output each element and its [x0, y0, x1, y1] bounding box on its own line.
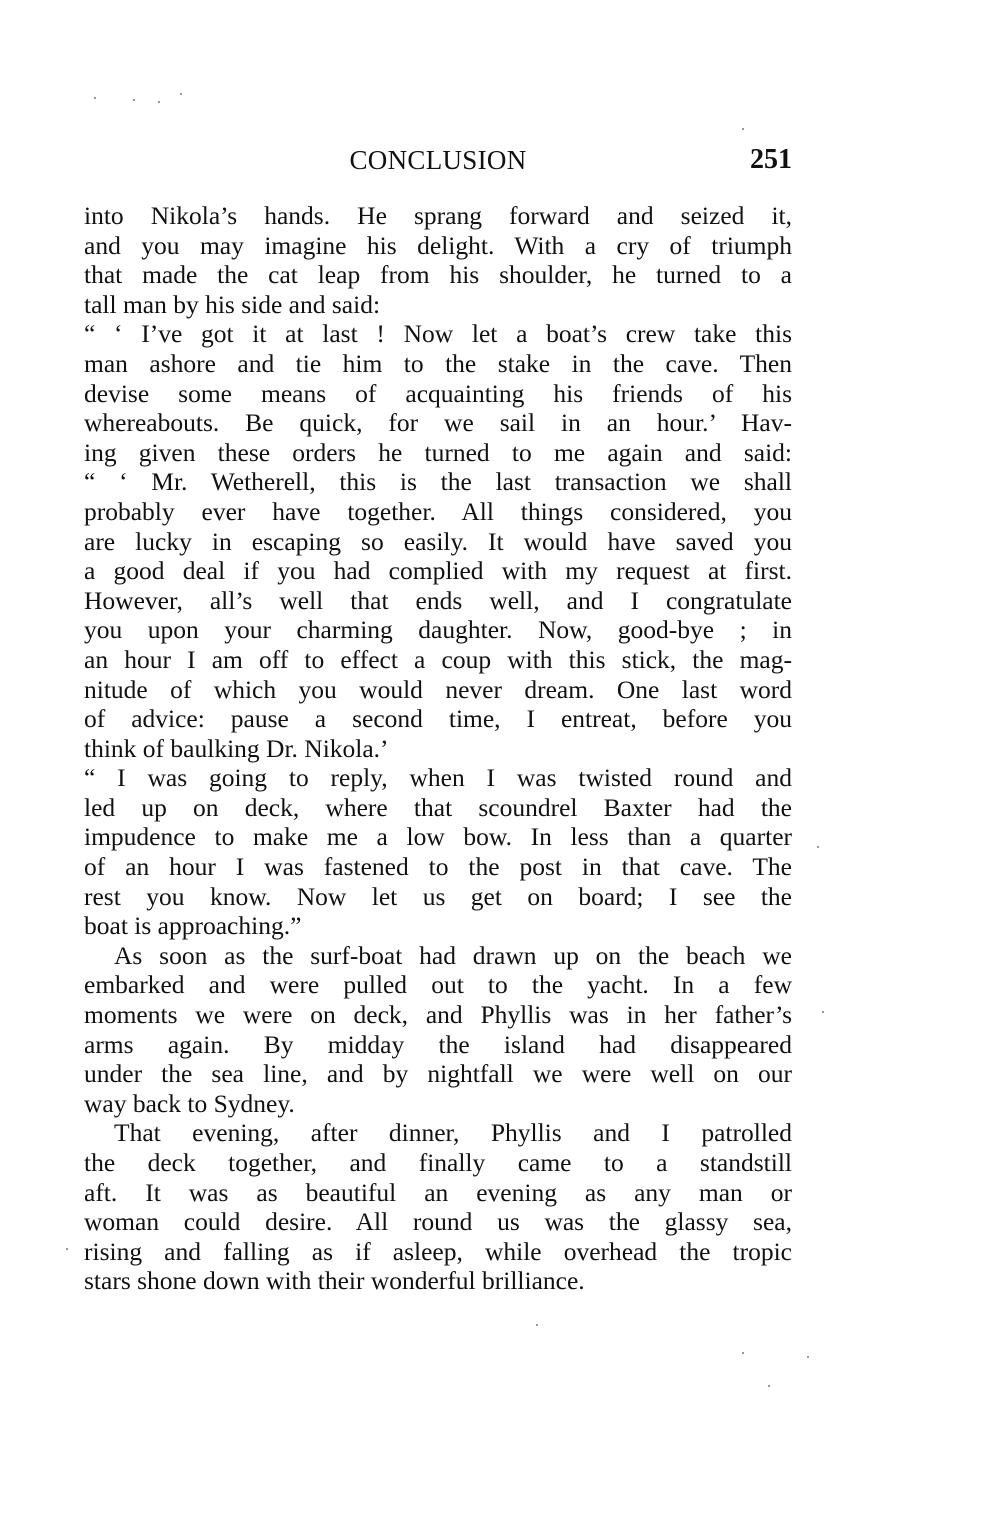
text-line: “ ‘ I’ve got it at last ! Now let a boat’s crew take this: [84, 319, 792, 349]
text-line: man ashore and tie him to the stake in the cave. Then: [84, 348, 792, 378]
chapter-title: CONCLUSION: [349, 145, 527, 175]
text-line: the deck together, and finally came to a standstill: [84, 1148, 792, 1177]
text-line: “ ‘ Mr. Wetherell, this is the last transaction we shall: [84, 467, 792, 497]
text-line: “ I was going to reply, when I was twisted round and: [84, 763, 792, 793]
text-line: under the sea line, and by nightfall we were well on our: [84, 1059, 792, 1089]
text-line: probably ever have together. All things considered, you: [84, 496, 792, 526]
text-line: boat is approaching.”: [84, 911, 302, 941]
text-line: way back to Sydney.: [84, 1088, 295, 1118]
text-line: ing given these orders he turned to me again and said:: [84, 437, 792, 467]
text-line: tall man by his side and said:: [84, 289, 381, 319]
body-text: [84, 201, 792, 1296]
text-line: moments we were on deck, and Phyllis was in her father’s: [84, 1000, 792, 1030]
text-line: you upon your charming daughter. Now, good-bye ; in: [84, 615, 792, 645]
text-line: aft. It was as beautiful an evening as any man or: [84, 1177, 792, 1207]
text-line: However, all’s well that ends well, and I congratulate: [84, 585, 792, 615]
page-number: 251: [750, 144, 792, 175]
text-line: stars shone down with their wonderful brilliance.: [84, 1266, 585, 1296]
text-line: That evening, after dinner, Phyllis and I patrolled: [114, 1118, 792, 1148]
text-line: a good deal if you had complied with my request at first.: [84, 556, 792, 586]
text-line: As soon as the surf-boat had drawn up on the beach we: [114, 940, 792, 970]
text-line: that made the cat leap from his shoulder, he turned to a: [84, 260, 792, 290]
text-line: of an hour I was fastened to the post in that cave. The: [84, 852, 792, 882]
running-head: [84, 142, 792, 182]
text-line: woman could desire. All round us was the glassy sea,: [84, 1207, 792, 1237]
text-line: devise some means of acquainting his friends of his: [84, 378, 792, 408]
text-line: led up on deck, where that scoundrel Baxter had the: [84, 792, 792, 822]
text-line: embarked and were pulled out to the yacht. In a few: [84, 970, 792, 1000]
text-line: and you may imagine his delight. With a cry of triumph: [84, 230, 792, 260]
text-line: of advice: pause a second time, I entreat, before you: [84, 704, 792, 734]
text-line: into Nikola’s hands. He sprang forward and seized it,: [84, 201, 792, 230]
text-line: an hour I am off to effect a coup with this stick, the mag-: [84, 644, 792, 674]
text-line: are lucky in escaping so easily. It would have saved you: [84, 526, 792, 556]
text-line: rising and falling as if asleep, while overhead the tropic: [84, 1236, 792, 1266]
text-line: whereabouts. Be quick, for we sail in an hour.’ Hav-: [84, 408, 792, 438]
text-line: arms again. By midday the island had disappeared: [84, 1029, 792, 1059]
text-line: impudence to make me a low bow. In less than a quarter: [84, 822, 792, 852]
text-line: nitude of which you would never dream. One last word: [84, 674, 792, 704]
text-line: think of baulking Dr. Nikola.’: [84, 733, 389, 763]
text-line: rest you know. Now let us get on board; I see the: [84, 881, 792, 911]
